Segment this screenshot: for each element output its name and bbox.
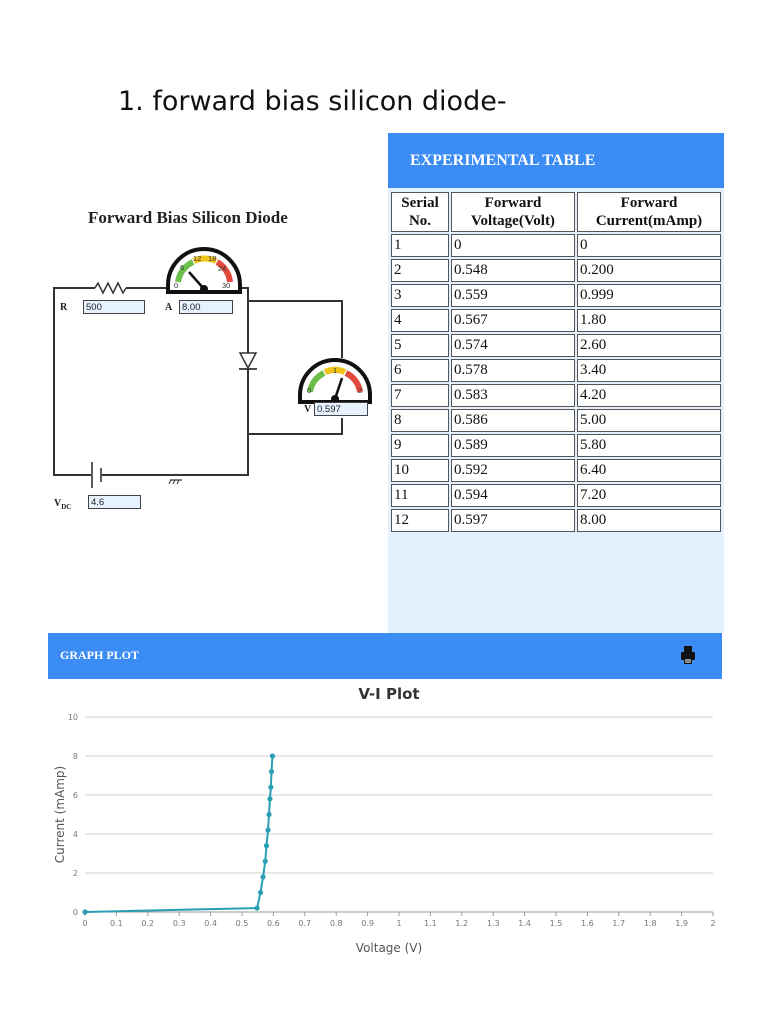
- x-tick-label: 1.7: [612, 919, 626, 928]
- x-tick-label: 1.4: [518, 919, 531, 928]
- x-tick-label: 0.5: [235, 919, 249, 928]
- voltmeter-tick-1: 1: [333, 366, 338, 375]
- ammeter-tick-0: 0: [174, 281, 179, 290]
- voltage-cell: 0.578: [451, 359, 575, 382]
- serial-cell: 10: [391, 459, 449, 482]
- x-tick-label: 0.1: [110, 919, 123, 928]
- serial-cell: 3: [391, 284, 449, 307]
- data-point: [265, 828, 270, 833]
- ammeter-tick-24: 24: [218, 264, 227, 273]
- resistor-label: R: [60, 302, 68, 313]
- current-cell: 3.40: [577, 359, 721, 382]
- current-cell: 7.20: [577, 484, 721, 507]
- experimental-table: [389, 190, 723, 534]
- circuit-diagram: [48, 190, 388, 530]
- current-cell: 8.00: [577, 509, 721, 532]
- table-row: [391, 409, 721, 432]
- x-tick-label: 1.2: [455, 919, 469, 928]
- page-heading: 1. forward bias silicon diode-: [118, 86, 507, 117]
- ammeter-tick-12: 12: [193, 254, 202, 263]
- x-tick-label: 1.9: [675, 919, 688, 928]
- table-row: [391, 434, 721, 457]
- vi-plot-chart: [40, 680, 730, 970]
- x-tick-label: 1: [396, 919, 402, 928]
- serial-cell: 5: [391, 334, 449, 357]
- battery-icon: [92, 462, 101, 488]
- x-tick-label: 0.4: [204, 919, 217, 928]
- serial-cell: 6: [391, 359, 449, 382]
- ammeter-tick-18: 18: [208, 254, 217, 263]
- y-tick-label: 6: [72, 791, 78, 800]
- graph-plot-header: [48, 633, 722, 679]
- table-header-row: [391, 192, 721, 232]
- table-row: [391, 459, 721, 482]
- serial-cell: 11: [391, 484, 449, 507]
- serial-cell: 7: [391, 384, 449, 407]
- data-point: [266, 812, 271, 817]
- voltage-cell: 0.586: [451, 409, 575, 432]
- voltage-cell: 0.589: [451, 434, 575, 457]
- ammeter-reading: 8.00: [179, 300, 233, 314]
- header-voltage: Forward Voltage(Volt): [451, 192, 575, 232]
- table-row: [391, 309, 721, 332]
- ammeter-label: A: [165, 302, 173, 313]
- circuit-symbols: [48, 190, 388, 530]
- table-row: [391, 334, 721, 357]
- y-tick-label: 4: [72, 830, 78, 839]
- x-tick-label: 1.3: [486, 919, 500, 928]
- voltmeter-label: V: [304, 404, 312, 415]
- experimental-table-title: EXPERIMENTAL TABLE: [388, 133, 724, 188]
- current-cell: 1.80: [577, 309, 721, 332]
- serial-cell: 12: [391, 509, 449, 532]
- x-tick-label: 0: [82, 919, 88, 928]
- current-cell: 5.80: [577, 434, 721, 457]
- voltmeter-tick-2: 2: [358, 386, 363, 395]
- x-tick-label: 1.5: [549, 919, 563, 928]
- diode-icon: [239, 353, 257, 369]
- x-tick-label: 0.9: [361, 919, 374, 928]
- data-point: [263, 859, 268, 864]
- table-row: [391, 484, 721, 507]
- resistor-icon: [95, 283, 126, 293]
- data-point: [82, 909, 87, 914]
- voltage-cell: 0.567: [451, 309, 575, 332]
- ammeter-tick-6: 6: [180, 263, 185, 272]
- resistance-input[interactable]: 500: [83, 300, 145, 314]
- data-point: [270, 753, 275, 758]
- voltage-cell: 0.594: [451, 484, 575, 507]
- data-point: [254, 906, 259, 911]
- voltage-cell: 0.548: [451, 259, 575, 282]
- printer-icon[interactable]: [680, 644, 696, 666]
- data-point: [268, 785, 273, 790]
- serial-cell: 9: [391, 434, 449, 457]
- x-tick-label: 2: [710, 919, 716, 928]
- data-point: [267, 796, 272, 801]
- y-tick-label: 2: [72, 869, 78, 878]
- header-serial: Serial No.: [391, 192, 449, 232]
- ground-icon: [169, 480, 182, 484]
- x-tick-label: 1.6: [581, 919, 594, 928]
- voltage-cell: 0.597: [451, 509, 575, 532]
- voltmeter-reading: 0.597: [314, 402, 368, 416]
- x-tick-label: 0.7: [298, 919, 312, 928]
- voltage-cell: 0: [451, 234, 575, 257]
- voltmeter-tick-0: 0: [307, 386, 312, 395]
- current-cell: 0: [577, 234, 721, 257]
- y-tick-label: 8: [72, 752, 78, 761]
- data-point: [260, 874, 265, 879]
- table-row: [391, 359, 721, 382]
- circuit-title: Forward Bias Silicon Diode: [88, 208, 288, 227]
- y-tick-label: 0: [72, 908, 78, 917]
- data-point: [258, 890, 263, 895]
- x-axis-label: Voltage (V): [355, 941, 423, 955]
- current-cell: 5.00: [577, 409, 721, 432]
- serial-cell: 1: [391, 234, 449, 257]
- vdc-input[interactable]: 4.6: [88, 495, 141, 509]
- voltage-cell: 0.574: [451, 334, 575, 357]
- voltage-cell: 0.583: [451, 384, 575, 407]
- table-row: [391, 509, 721, 532]
- current-cell: 4.20: [577, 384, 721, 407]
- data-point: [264, 843, 269, 848]
- vdc-subscript: DC: [61, 503, 72, 511]
- y-axis-label: Current (mAmp): [53, 765, 67, 864]
- vdc-label: $V_{DC}$: [54, 498, 72, 511]
- data-point: [269, 769, 274, 774]
- current-cell: 0.999: [577, 284, 721, 307]
- serial-cell: 8: [391, 409, 449, 432]
- x-tick-label: 1.1: [424, 919, 437, 928]
- x-tick-label: 0.3: [172, 919, 186, 928]
- serial-cell: 4: [391, 309, 449, 332]
- serial-cell: 2: [391, 259, 449, 282]
- current-cell: 0.200: [577, 259, 721, 282]
- current-cell: 2.60: [577, 334, 721, 357]
- table-row: [391, 234, 721, 257]
- ammeter-tick-30: 30: [222, 281, 231, 290]
- x-tick-label: 0.8: [329, 919, 343, 928]
- table-row: [391, 384, 721, 407]
- voltage-cell: 0.592: [451, 459, 575, 482]
- chart-title: V-I Plot: [358, 685, 420, 703]
- voltage-cell: 0.559: [451, 284, 575, 307]
- current-cell: 6.40: [577, 459, 721, 482]
- x-tick-label: 0.6: [267, 919, 280, 928]
- y-tick-label: 10: [67, 713, 78, 722]
- graph-plot-title: GRAPH PLOT: [60, 648, 140, 662]
- table-row: [391, 259, 721, 282]
- header-current: Forward Current(mAmp): [577, 192, 721, 232]
- x-tick-label: 0.2: [141, 919, 155, 928]
- x-tick-label: 1.8: [643, 919, 657, 928]
- table-row: [391, 284, 721, 307]
- experimental-table-panel: [388, 133, 724, 633]
